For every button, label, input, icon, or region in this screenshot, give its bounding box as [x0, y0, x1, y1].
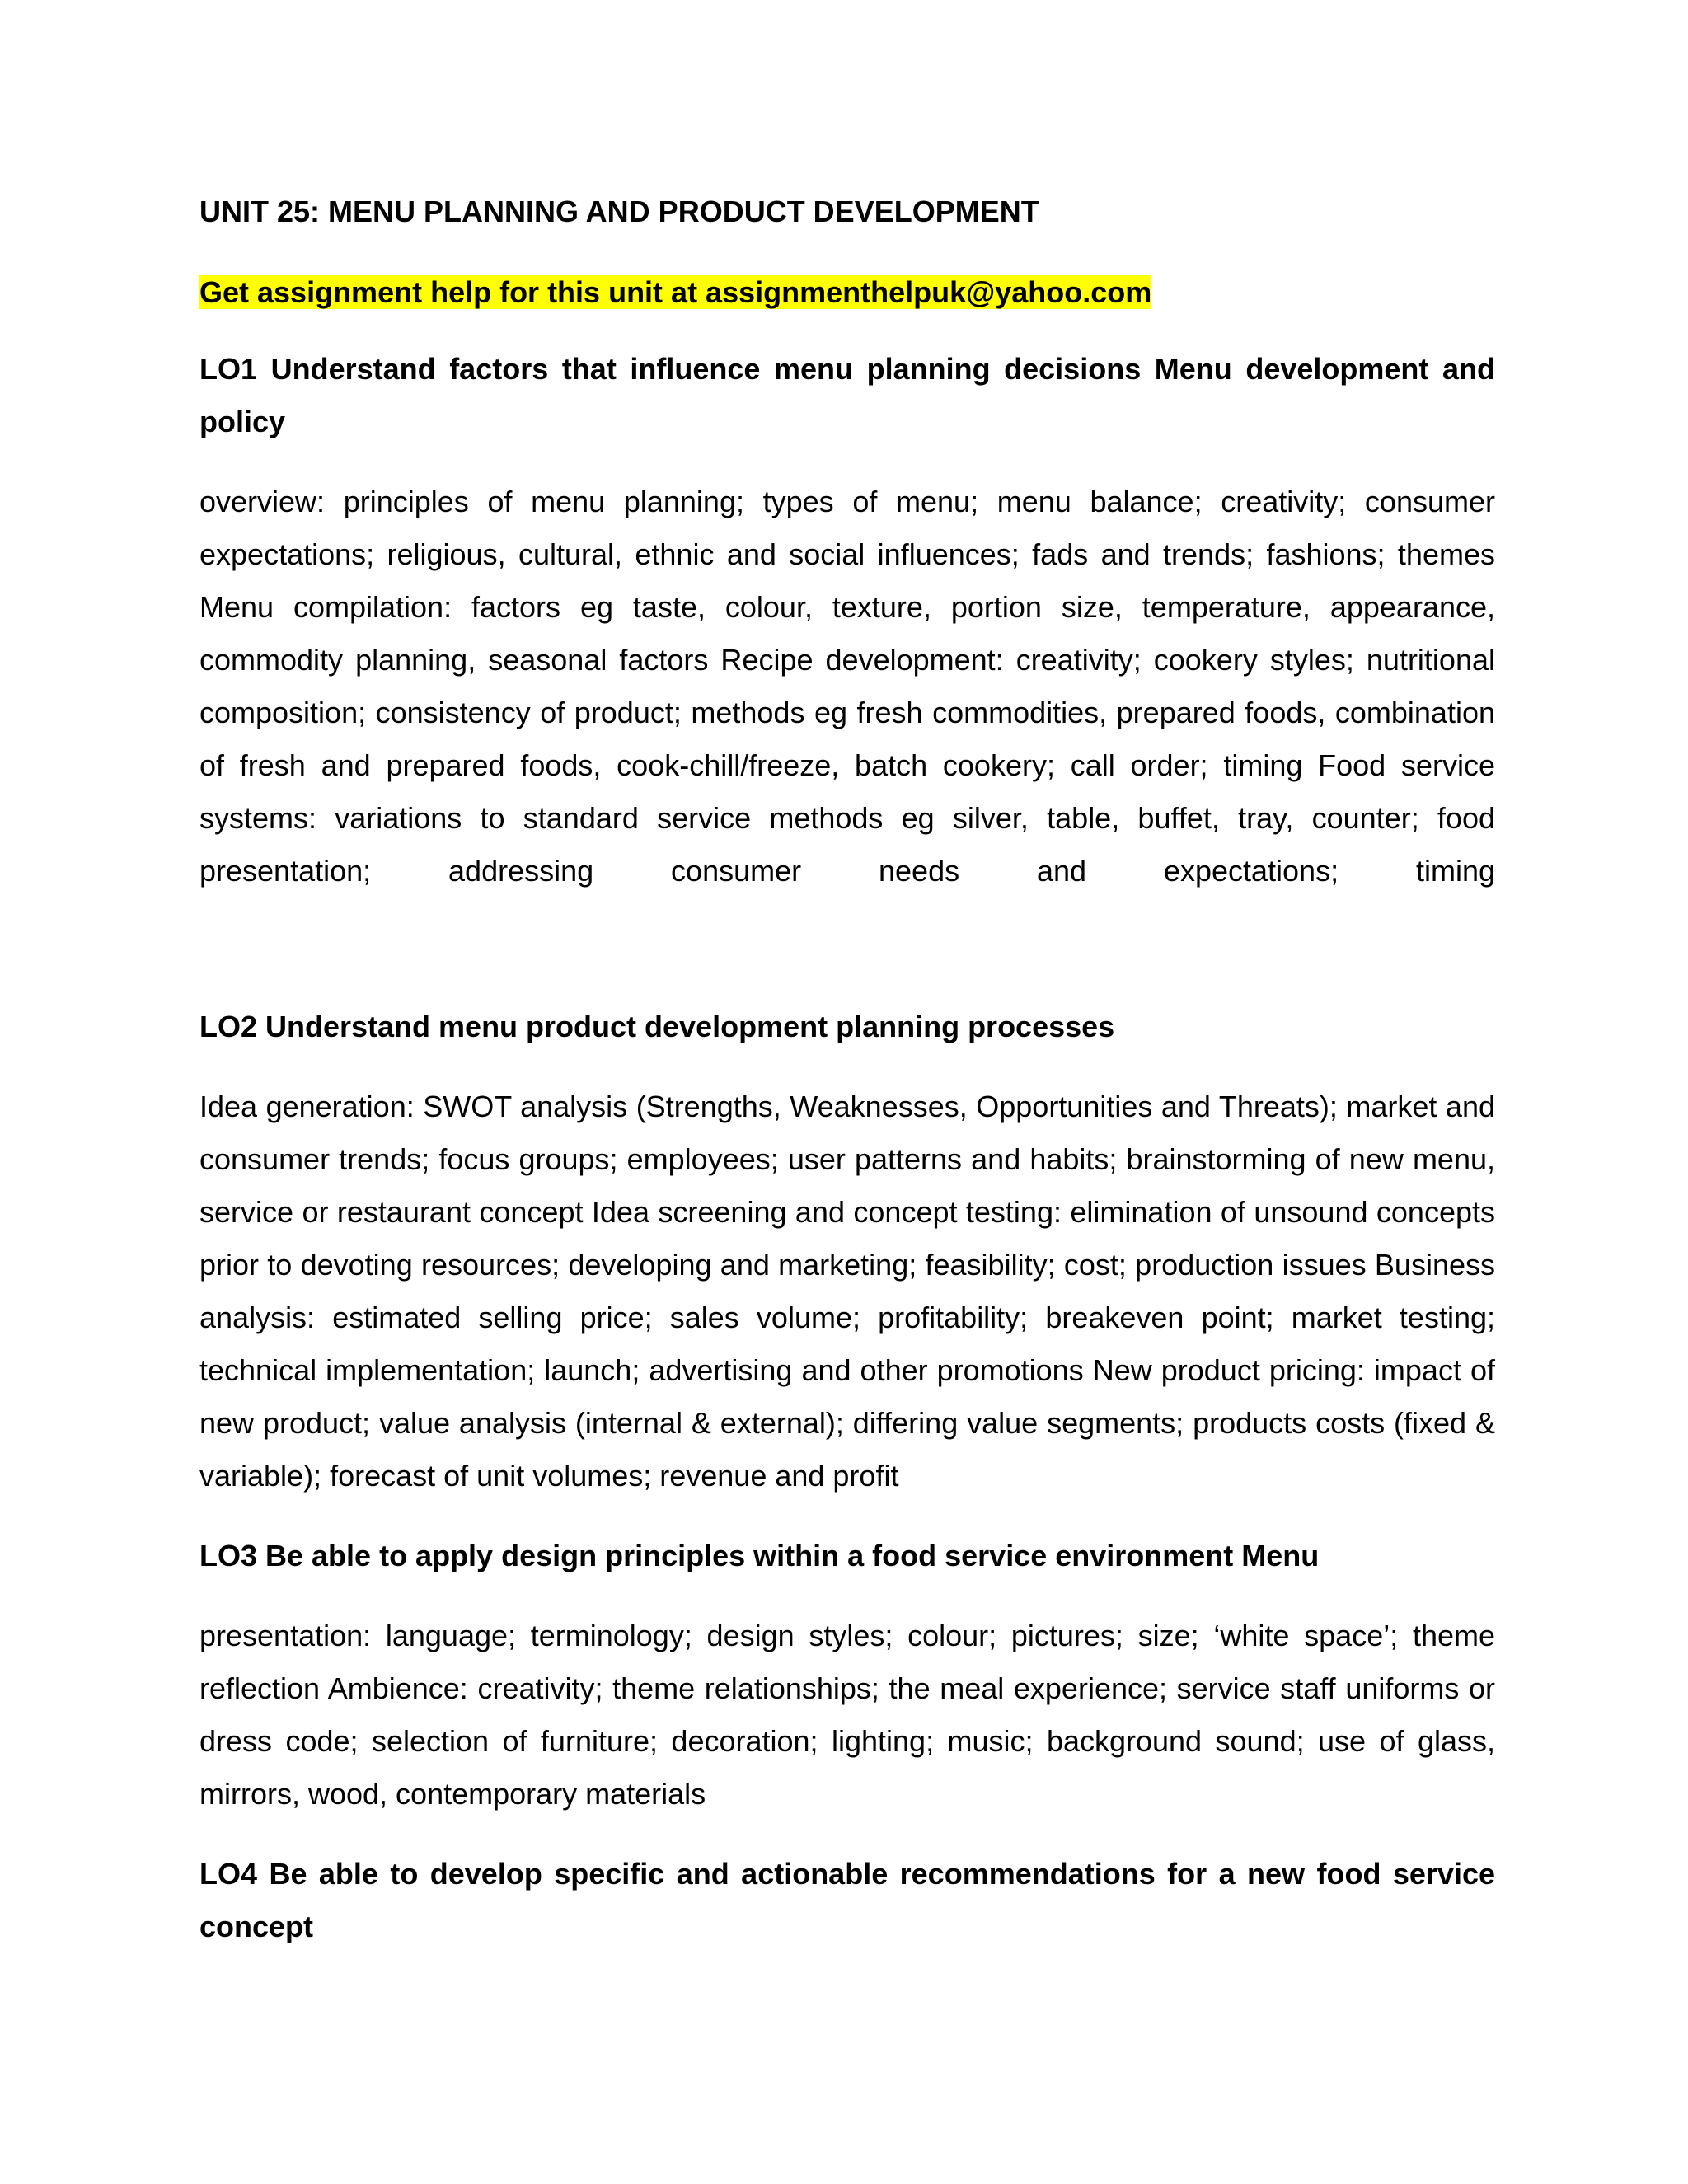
assignment-help-highlight: Get assignment help for this unit at assignmenthelpuk@yahoo.com	[199, 275, 1152, 309]
lo1-heading: LO1 Understand factors that influence menu planning decisions Menu development and policy	[199, 352, 1495, 438]
lo2-body: Idea generation: SWOT analysis (Strengths, Weaknesses, Opportunities and Threats); market and consumer trends; focus groups; employees; user patterns and habits; brainstorming of new menu, service or restaurant concept Idea screening and concept testing: elimination of unsound concepts prior to devoting resources; developing and marketing; feasibility; cost; production issues Business analysis: estimated selling price; sales volume; profitability; breakeven point; market testing; technical implementation; launch; advertising and other promotions New product pricing: impact of new product; value analysis (internal & external); differing value segments; products costs (fixed & variable); forecast of unit volumes; revenue and profit	[199, 1090, 1495, 1493]
lo1-body: overview: principles of menu planning; types of menu; menu balance; creativity; consumer expectations; religious, cultural, ethnic and social influences; fads and trends; fashions; themes Menu compilation: factors eg taste, colour, texture, portion size, temperature, appearance, commodity planning, seasonal factors Recipe development: creativity; cookery styles; nutritional composition; consistency of product; methods eg fresh commodities, prepared foods, combination of fresh and prepared foods, cook-chill/freeze, batch cookery; call order; timing Food service systems: variations to standard service methods eg silver, table, buffet, tray, counter; food presentation; addressing consumer needs and expectations; timing	[199, 485, 1495, 888]
document-title: UNIT 25: MENU PLANNING AND PRODUCT DEVELOPMENT	[199, 194, 1039, 228]
lo2-heading: LO2 Understand menu product development planning processes	[199, 1010, 1115, 1043]
lo4-heading: LO4 Be able to develop specific and actionable recommendations for a new food service concept	[199, 1857, 1495, 1943]
document-page	[199, 185, 1495, 1980]
lo3-body: presentation: language; terminology; design styles; colour; pictures; size; ‘white space’; theme reflection Ambience: creativity; theme relationships; the meal experience; service staff uniforms or dress code; selection of furniture; decoration; lighting; music; background sound; use of glass, mirrors, wood, contemporary materials	[199, 1619, 1495, 1811]
lo3-heading: LO3 Be able to apply design principles within a food service environment Menu	[199, 1539, 1320, 1572]
assignment-help-line	[199, 266, 1495, 319]
